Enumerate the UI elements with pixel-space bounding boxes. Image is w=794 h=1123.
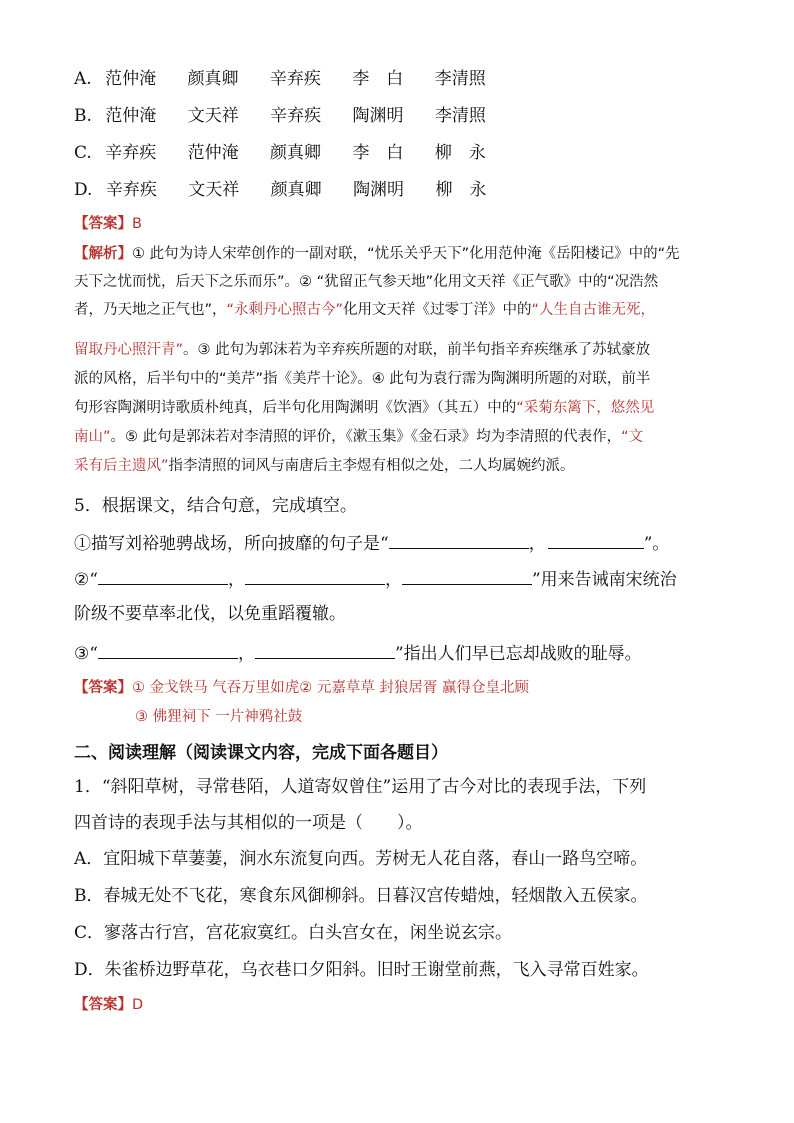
analysis-line-1: 【解析】① 此句为诗人宋荦创作的一副对联，“忧乐关乎天下”化用范仲淹《岳阳楼记》中的“先 bbox=[74, 246, 680, 262]
q5-item-1: ①描写刘裕驰骋战场，所向披靡的句子是“ ， ”。 bbox=[74, 534, 670, 554]
answer-5-line-2: ③ 佛狸祠下 一片神鸦社鼓 bbox=[135, 709, 303, 725]
analysis-line-8: 采有后主遗风”指李清照的词风与南唐后主李煜有相似之处，二人均属婉约派。 bbox=[74, 458, 575, 474]
r1-option-d: D．朱雀桥边野草花，乌衣巷口夕阳斜。旧时王谢堂前燕，飞入寻常百姓家。 bbox=[74, 960, 649, 980]
q5-title: 5．根据课文，结合句意，完成填空。 bbox=[74, 496, 357, 516]
option-c: C. 辛弃疾 范仲淹 颜真卿 李 白 柳 永 bbox=[74, 143, 486, 163]
answer-1: 【答案】B bbox=[74, 216, 142, 232]
r1-option-c: C．寥落古行宫，宫花寂寞红。白头宫女在，闲坐说玄宗。 bbox=[74, 923, 513, 943]
q5-item-2b: 阶级不要草率北伐，以免重蹈覆辙。 bbox=[74, 604, 346, 624]
analysis-line-3: 者，乃天地之正气也”，“永剩丹心照古今”化用文天祥《过零丁洋》中的“人生自古谁无死， bbox=[74, 302, 656, 318]
r1-option-a: A．宜阳城下草萋萋，涧水东流复向西。芳树无人花自落，春山一路鸟空啼。 bbox=[74, 849, 648, 869]
section-2-title: 二、阅读理解（阅读课文内容，完成下面各题目） bbox=[74, 743, 448, 763]
fill-blank[interactable] bbox=[402, 568, 532, 585]
option-b: B. 范仲淹 文天祥 辛弃疾 陶渊明 李清照 bbox=[74, 106, 486, 126]
fill-blank[interactable] bbox=[98, 642, 238, 659]
analysis-line-5: 派的风格，后半句中的“美芹”指《美芹十论》。④ 此句为袁行霈为陶渊明所题的对联，前半 bbox=[74, 371, 651, 387]
analysis-line-6: 句形容陶渊明诗歌质朴纯真，后半句化用陶渊明《饮酒》（其五）中的“采菊东篱下，悠然见 bbox=[74, 400, 655, 416]
analysis-line-4: 留取丹心照汗青”。③ 此句为郭沫若为辛弃疾所题的对联，前半句指辛弃疾继承了苏轼豪放 bbox=[74, 342, 651, 358]
q5-item-3: ③“ ， ”指出人们早已忘却战败的耻辱。 bbox=[74, 644, 642, 664]
fill-blank[interactable] bbox=[98, 568, 228, 585]
fill-blank[interactable] bbox=[245, 568, 385, 585]
fill-blank[interactable] bbox=[255, 642, 395, 659]
option-d: D. 辛弃疾 文天祥 颜真卿 陶渊明 柳 永 bbox=[74, 180, 487, 200]
answer-r1: 【答案】D bbox=[74, 997, 144, 1013]
r1-stem-1: 1．“斜阳草树，寻常巷陌，人道寄奴曾住”运用了古今对比的表现手法，下列 bbox=[74, 777, 647, 797]
analysis-line-7: 南山”。⑤ 此句是郭沫若对李清照的评价，《漱玉集》《金石录》均为李清照的代表作，“文 bbox=[74, 429, 644, 445]
q5-item-2: ②“ ， ， ”用来告诫南宋统治 bbox=[74, 570, 677, 590]
option-a: A. 范仲淹 颜真卿 辛弃疾 李 白 李清照 bbox=[74, 69, 486, 89]
fill-blank[interactable] bbox=[548, 532, 644, 549]
fill-blank[interactable] bbox=[389, 532, 529, 549]
r1-stem-2: 四首诗的表现手法与其相似的一项是（ ）。 bbox=[74, 813, 423, 833]
analysis-line-2: 天下之忧而忧，后天下之乐而乐”。② “犹留正气参天地”化用文天祥《正气歌》中的“况浩然 bbox=[74, 274, 659, 290]
answer-5-line-1: 【答案】① 金戈铁马 气吞万里如虎② 元嘉草草 封狼居胥 赢得仓皇北顾 bbox=[74, 680, 530, 696]
r1-option-b: B．春城无处不飞花，寒食东风御柳斜。日暮汉宫传蜡烛，轻烟散入五侯家。 bbox=[74, 886, 648, 906]
